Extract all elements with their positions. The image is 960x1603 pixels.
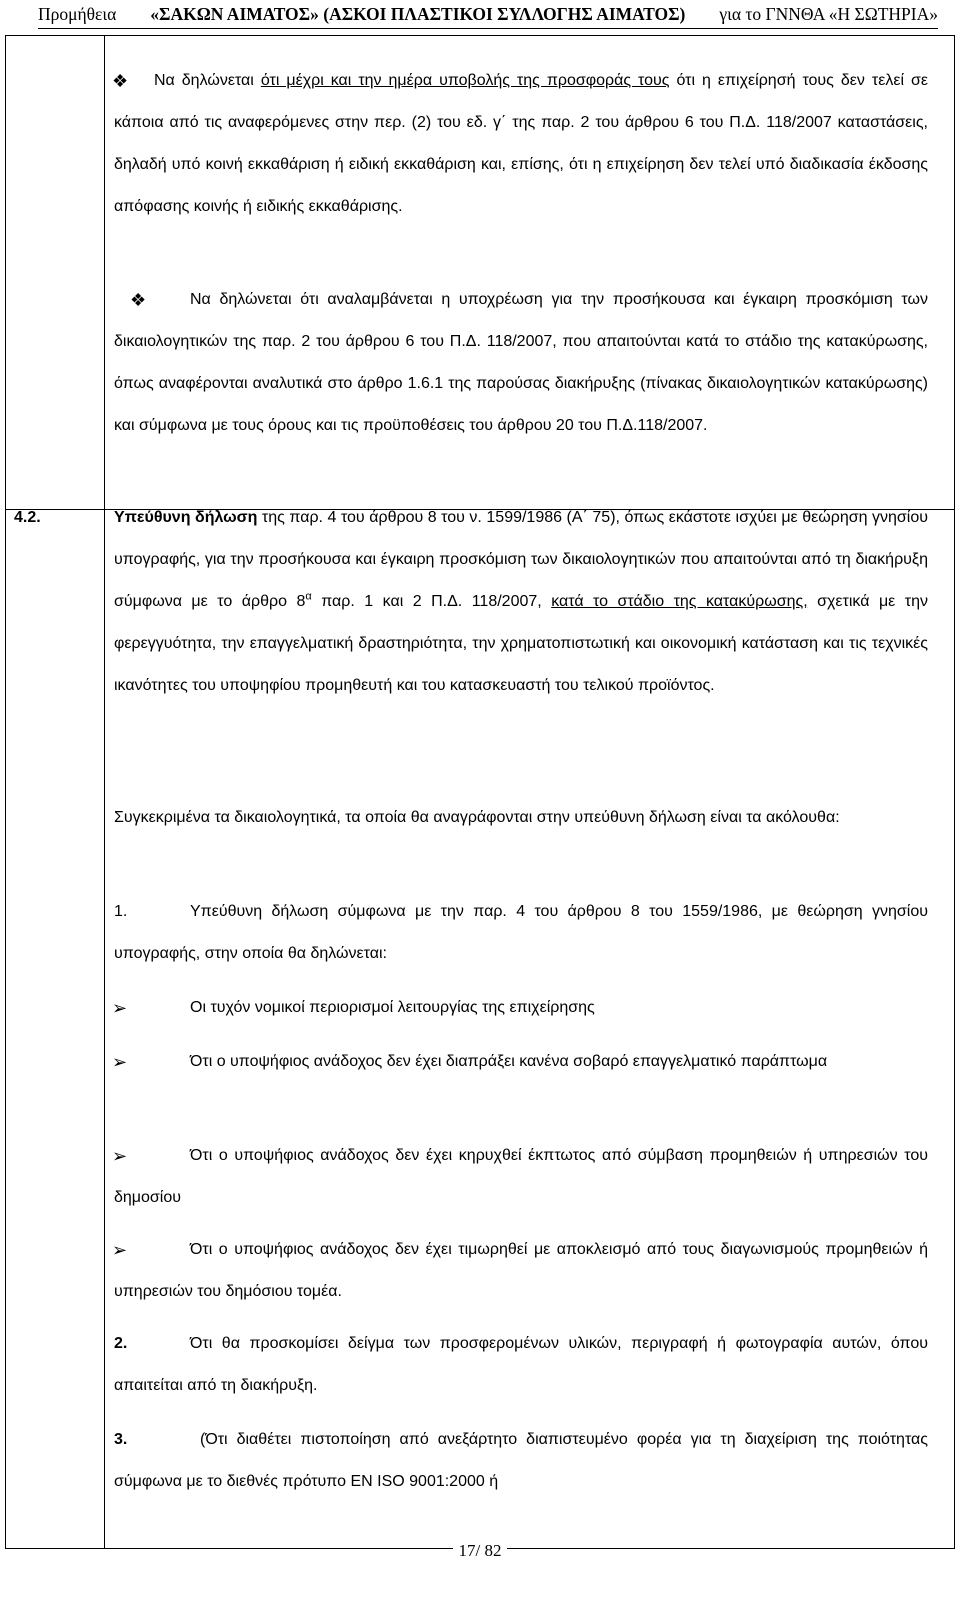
list-item-3: 3. (Ότι διαθέτει πιστοποίηση από ανεξάρτητο διαπιστευμένο φορέα για τη διαχείριση της ποιότητας σύμφωνα με το διεθνές πρότυπο EN ISO 9001:2000 ή xyxy=(114,1419,928,1503)
arrow-item-3: ➢ Ότι ο υποψήφιος ανάδοχος δεν έχει κηρυχθεί έκπτωτος από σύμβαση προμηθειών ή υπηρεσιών του δημοσίου xyxy=(114,1135,928,1219)
arrow-item-4: ➢ Ότι ο υποψήφιος ανάδοχος δεν έχει τιμωρηθεί με αποκλεισμό από τους διαγωνισμούς προμηθειών ή υπηρεσιών του δημόσιου τομέα. xyxy=(114,1229,928,1313)
underlined-phrase: κατά το στάδιο της κατακύρωσης, xyxy=(551,593,808,610)
page-header xyxy=(38,0,938,29)
item-number: 2. xyxy=(114,1335,128,1352)
arrow-bullet-icon: ➢ xyxy=(112,1240,128,1260)
diamond-bullet-icon: ❖ xyxy=(112,71,129,91)
arrow-item-1: ➢ Οι τυχόν νομικοί περιορισμοί λειτουργίας της επιχείρησης xyxy=(114,987,928,1029)
section-number: 4.2. xyxy=(14,509,41,526)
page-footer xyxy=(0,1541,960,1561)
section-4-2-paragraph: Υπεύθυνη δήλωση της παρ. 4 του άρθρου 8 του ν. 1599/1986 (Α΄ 75), όπως εκάστοτε ισχύει με θεώρηση γνησίου υπογραφής, για την προσήκουσα και έγκαιρη προσκόμιση των δικαιολογητικών που απαιτούνται από τη διακήρυξη σύμφωνα με το άρθρο $8^\alpha$ παρ. 1 και 2 Π.Δ. 118/2007, κατά το στάδιο της κατακύρωσης, σχετικά με την φερεγγυότητα, την επαγγελματική δραστηριότητα, την χρηματοπιστωτική και οικονομική κατάσταση και τις τεχνικές ικανότητες του υποψηφίου προμηθευτή και του κατασκευαστή του τελικού προϊόντος. xyxy=(114,509,929,694)
list-item-2: 2. Ότι θα προσκομίσει δείγμα των προσφερομένων υλικών, περιγραφή ή φωτογραφία αυτών, όπου απαιτείται από τη διακήρυξη. xyxy=(114,1323,928,1407)
underlined-phrase: ότι μέχρι και την ημέρα υποβολής της προσφοράς τους xyxy=(260,72,670,89)
diamond-bullet-icon: ❖ xyxy=(130,290,147,310)
bullet-paragraph-1: ❖ Να δηλώνεται ότι μέχρι και την ημέρα υποβολής της προσφοράς τους ότι η επιχείρησή τους δεν τελεί σε κάποια από τις αναφερόμενες στην περ. (2) του εδ. γ΄ της παρ. 2 του άρθρου 6 του Π.Δ. 118/2007 καταστάσεις, δηλαδή υπό κοινή εκκαθάριση ή ειδική εκκαθάριση και, επίσης, ότι η επιχείρηση δεν τελεί υπό διαδικασία έκδοσης απόφασης κοινής ή ειδικής εκκαθάρισης. xyxy=(114,60,928,228)
header-right: για το ΓΝΝΘΑ «Η ΣΩΤΗΡΙΑ» xyxy=(719,3,938,24)
table-column-divider xyxy=(104,36,105,1548)
arrow-bullet-icon: ➢ xyxy=(112,998,128,1018)
arrow-bullet-icon: ➢ xyxy=(112,1146,128,1166)
list-item-1: 1. Υπεύθυνη δήλωση σύμφωνα με την παρ. 4 του άρθρου 8 του 1559/1986, με θεώρηση γνησίου υπογραφής, στην οποία θα δηλώνεται: xyxy=(114,891,928,975)
arrow-bullet-icon: ➢ xyxy=(112,1052,128,1072)
header-left: Προμήθεια xyxy=(38,3,117,24)
item-number: 1. xyxy=(114,903,128,920)
intro-paragraph: Συγκεκριμένα τα δικαιολογητικά, τα οποία θα αναγράφονται στην υπεύθυνη δήλωση είναι τα ακόλουθα: xyxy=(114,809,840,826)
bullet-paragraph-2: ❖ Να δηλώνεται ότι αναλαμβάνεται η υποχρέωση για την προσήκουσα και έγκαιρη προσκόμιση των δικαιολογητικών της παρ. 2 του άρθρου 6 του Π.Δ. 118/2007, που απαιτούνται κατά το στάδιο της κατακύρωσης, όπως αναφέρονται αναλυτικά στο άρθρο 1.6.1 της παρούσας διακήρυξης (πίνακας δικαιολογητικών κατακύρωσης) και σύμφωνα με τους όρους και τις προϋποθέσεις του άρθρου 20 του Π.Δ.118/2007. xyxy=(114,279,928,447)
document-table xyxy=(5,35,955,1549)
item-number: 3. xyxy=(114,1431,128,1448)
page-number: 17/ 82 xyxy=(453,1541,508,1560)
header-middle: «ΣΑΚΩΝ ΑΙΜΑΤΟΣ» (ΑΣΚΟΙ ΠΛΑΣΤΙΚΟΙ ΣΥΛΛΟΓΗΣ ΑΙΜΑΤΟΣ) xyxy=(150,3,686,24)
section-title: Υπεύθυνη δήλωση xyxy=(114,509,258,526)
arrow-item-2: ➢ Ότι ο υποψήφιος ανάδοχος δεν έχει διαπράξει κανένα σοβαρό επαγγελματικό παράπτωμα xyxy=(114,1041,928,1083)
